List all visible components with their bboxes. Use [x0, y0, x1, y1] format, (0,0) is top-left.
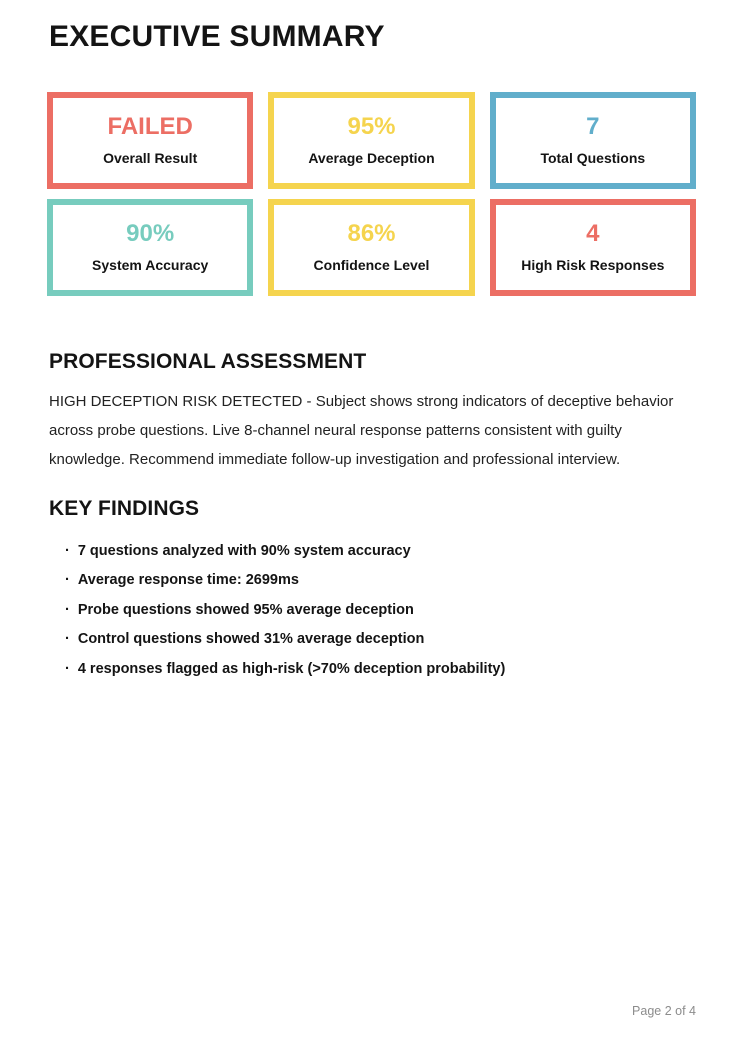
- metric-value: 7: [586, 113, 600, 140]
- finding-text: 7 questions analyzed with 90% system accuracy: [77, 542, 411, 559]
- metric-value: 4: [586, 220, 600, 247]
- finding-text: Control questions showed 31% average deception: [77, 631, 425, 648]
- metric-value: FAILED: [107, 113, 193, 140]
- finding-text: Average response time: 2699ms: [77, 572, 299, 589]
- metric-label: System Accuracy: [92, 257, 209, 273]
- metric-label: Average Deception: [308, 150, 435, 166]
- bullet-icon: ·: [65, 660, 70, 677]
- finding-text: 4 responses flagged as high-risk (>70% deception probability): [77, 660, 506, 677]
- metric-card-system-accuracy: [47, 199, 253, 296]
- finding-item: [65, 596, 696, 626]
- finding-text: Probe questions showed 95% average deception: [77, 601, 414, 618]
- metric-value: 86%: [347, 220, 396, 247]
- metric-label: High Risk Responses: [521, 257, 665, 273]
- metric-card-confidence-level: [268, 199, 474, 296]
- findings-list: [65, 537, 696, 685]
- bullet-icon: ·: [65, 572, 70, 589]
- bullet-icon: ·: [65, 601, 70, 618]
- metric-card-high-risk-responses: [490, 199, 696, 296]
- finding-item: [65, 625, 696, 655]
- metrics-grid: [47, 92, 696, 296]
- metric-card-average-deception: [268, 92, 474, 189]
- finding-item: [65, 537, 696, 567]
- page-number: Page 2 of 4: [632, 1004, 696, 1018]
- page-title: EXECUTIVE SUMMARY: [49, 20, 385, 53]
- assessment-body: HIGH DECEPTION RISK DETECTED - Subject shows strong indicators of deceptive behavior across probe questions. Live 8-channel neural response patterns consistent with guilty knowledge. Recommend immediate follow-up investigation and professional interview.: [49, 392, 674, 468]
- bullet-icon: ·: [65, 631, 70, 648]
- finding-item: [65, 655, 696, 685]
- metric-card-overall-result: [47, 92, 253, 189]
- findings-heading: KEY FINDINGS: [49, 496, 200, 520]
- metric-value: 95%: [347, 113, 396, 140]
- metric-value: 90%: [126, 220, 175, 247]
- bullet-icon: ·: [65, 542, 70, 559]
- metric-label: Overall Result: [103, 150, 198, 166]
- assessment-heading: PROFESSIONAL ASSESSMENT: [49, 349, 367, 373]
- metric-card-total-questions: [490, 92, 696, 189]
- finding-item: [65, 566, 696, 596]
- metric-label: Total Questions: [540, 150, 646, 166]
- metric-label: Confidence Level: [313, 257, 430, 273]
